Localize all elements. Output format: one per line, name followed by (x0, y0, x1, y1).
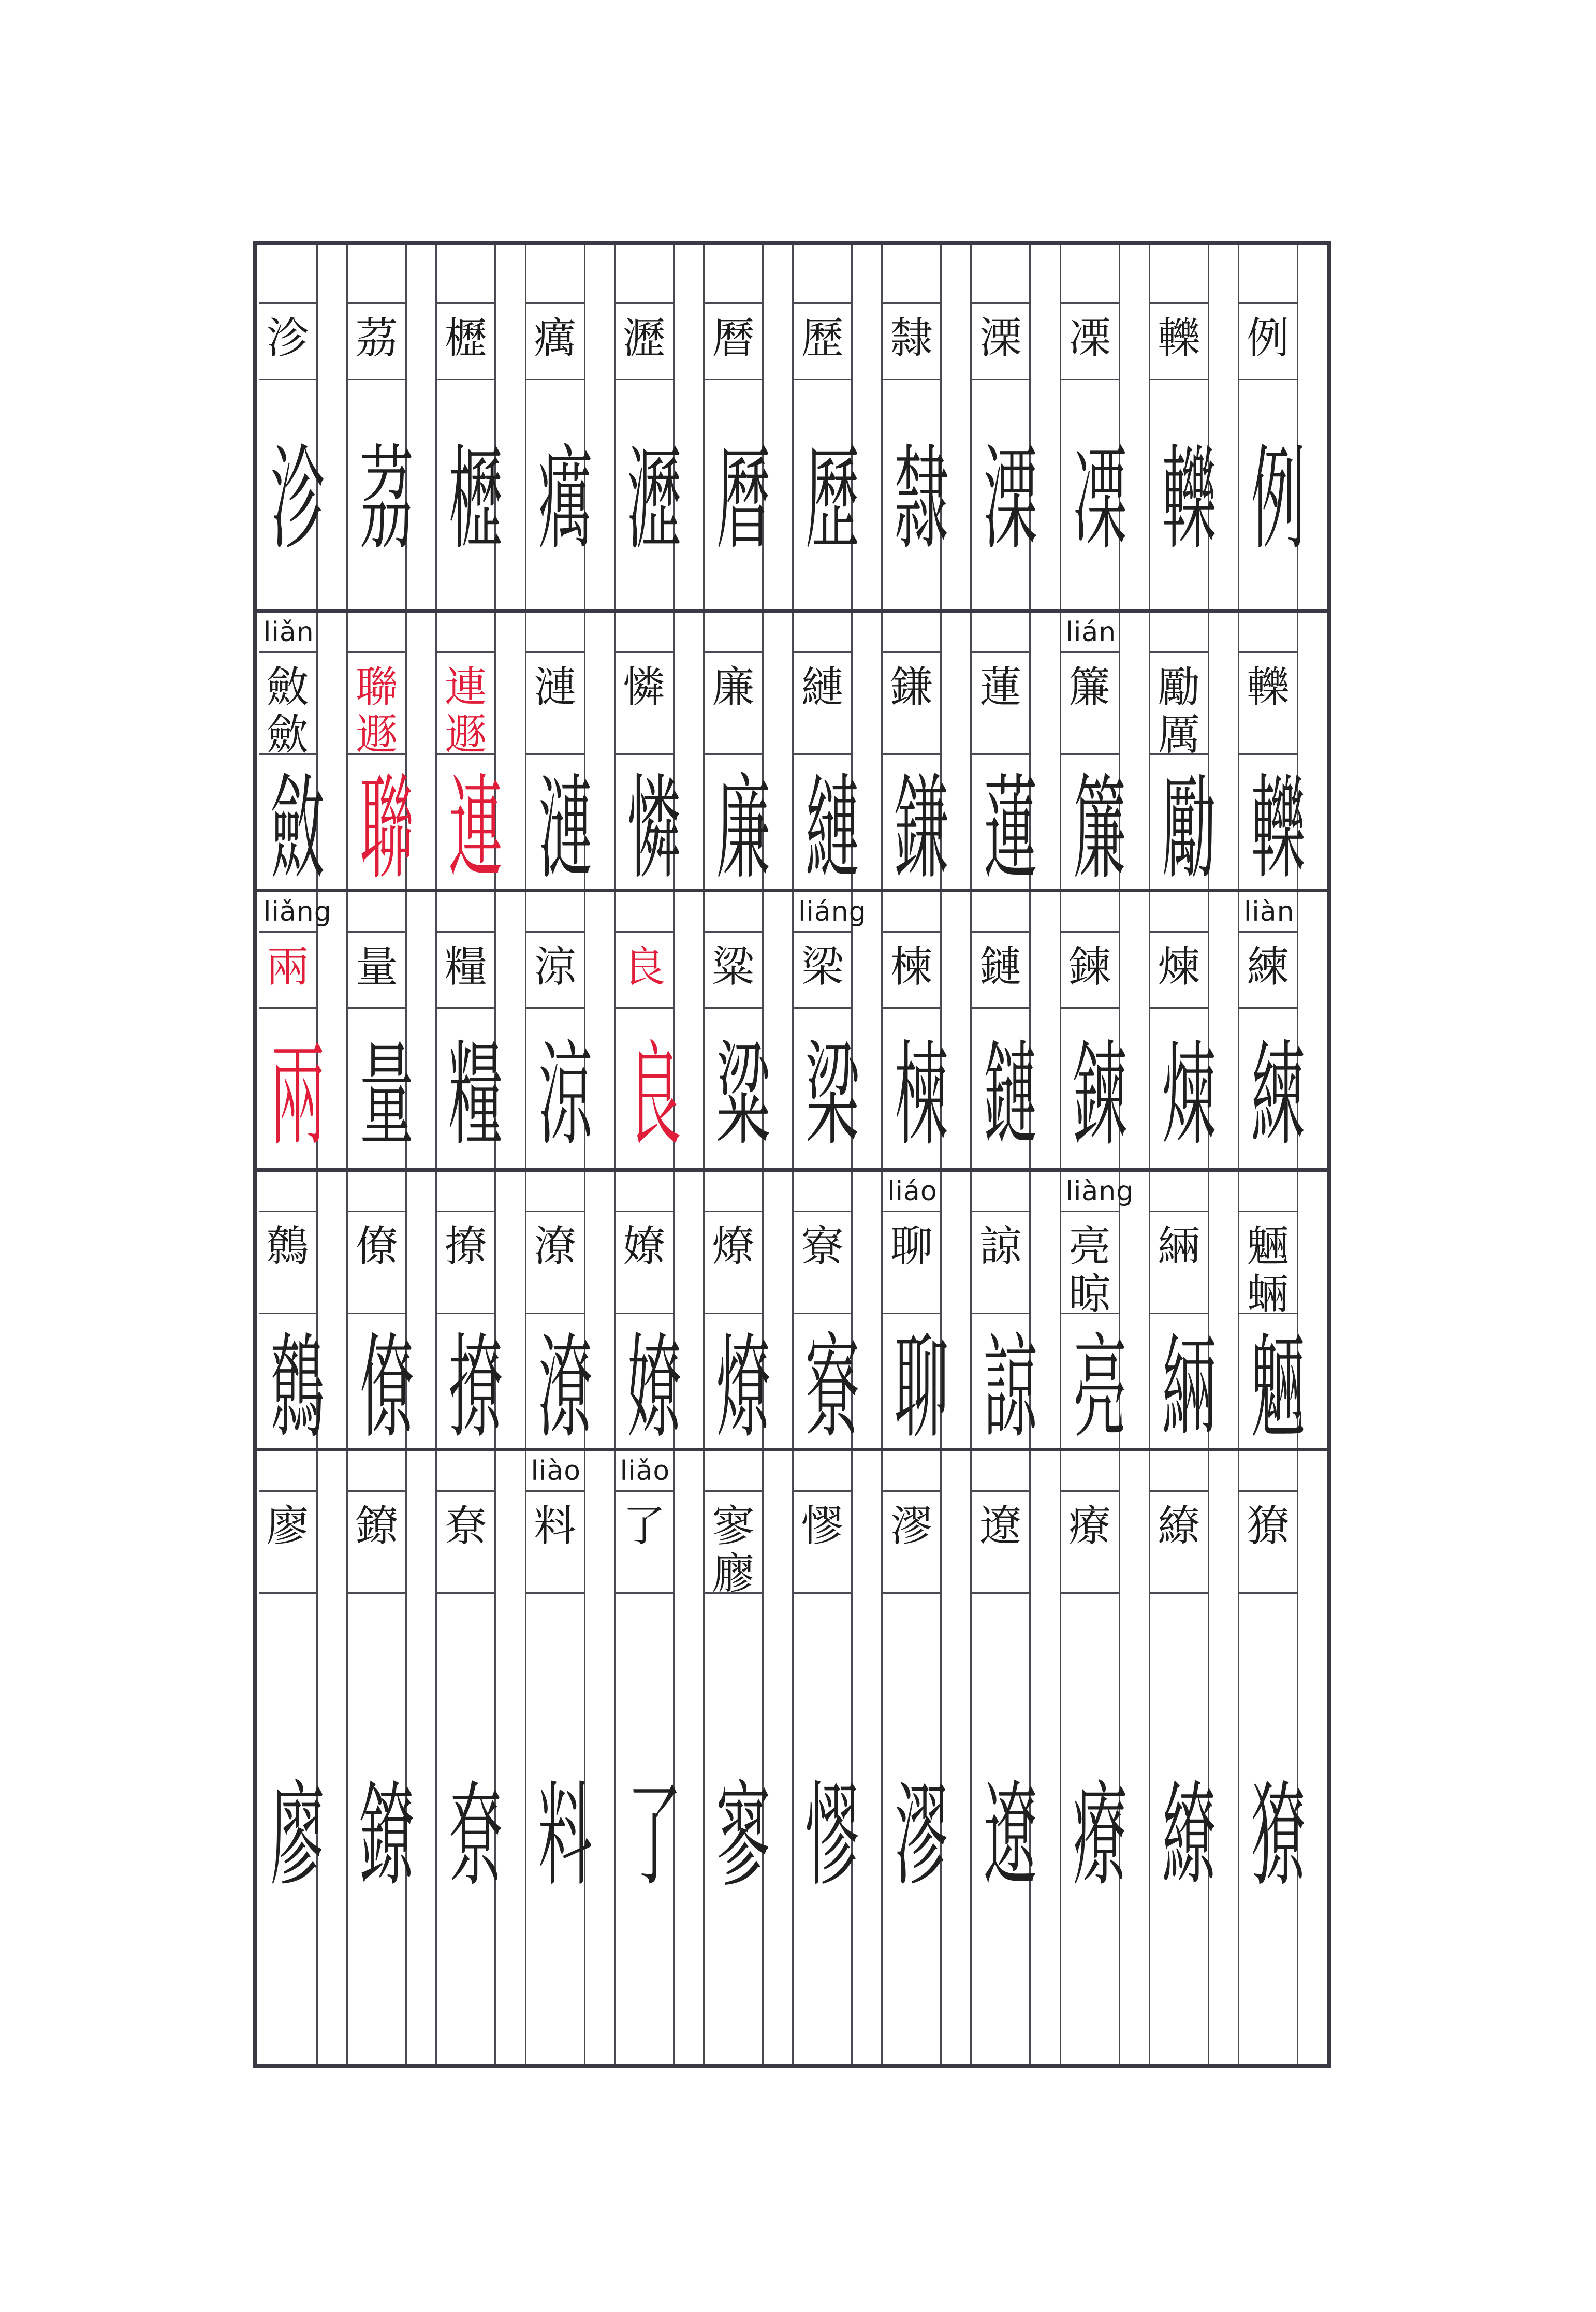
seal-script-glyph: 良 (627, 1029, 681, 1161)
character-column (614, 892, 703, 1168)
seal-script-glyph: 漣 (538, 763, 592, 895)
seal-script-glyph: 轢 (1162, 433, 1216, 565)
modern-char-box (259, 302, 316, 380)
modern-character: 曆 (712, 314, 755, 363)
guide-strip (940, 1451, 970, 2064)
modern-character: 兩 (266, 942, 309, 992)
character-column (257, 892, 346, 1168)
modern-char-box (437, 931, 494, 1009)
modern-char-box (437, 651, 494, 760)
guide-strip (1297, 1451, 1327, 2064)
modern-character: 鍊 (1068, 942, 1111, 992)
seal-script-glyph: 楝 (894, 1029, 949, 1161)
character-column (792, 245, 881, 609)
seal-script-glyph: 尞 (449, 1770, 503, 1902)
modern-character: 梁 (801, 942, 844, 992)
modern-character: 楝 (890, 942, 933, 992)
pinyin-label: liǎng (263, 896, 332, 927)
seal-script-glyph: 聯 (359, 763, 414, 895)
modern-char-box (883, 1211, 940, 1314)
seal-script-glyph: 茘 (359, 433, 414, 565)
modern-char-box (972, 651, 1029, 755)
table-row (257, 889, 1327, 1168)
seal-script-glyph: 鍊 (1073, 1029, 1127, 1161)
modern-character: 斂 (266, 663, 309, 712)
seal-script-glyph: 潦 (538, 1322, 592, 1454)
guide-strip (1119, 1451, 1149, 2064)
character-column (881, 245, 970, 609)
modern-character: 涼 (534, 942, 577, 992)
seal-script-glyph: 涼 (538, 1029, 592, 1161)
seal-script-glyph: 療 (1073, 1770, 1127, 1902)
character-column (346, 1172, 435, 1454)
table-row (257, 609, 1327, 895)
seal-script-glyph: 轢 (1251, 763, 1306, 895)
seal-script-glyph: 憐 (627, 763, 681, 895)
table-row (257, 245, 1327, 609)
seal-script-glyph: 例 (1251, 433, 1306, 565)
modern-character: 歛 (266, 710, 309, 760)
guide-strip (1029, 1451, 1059, 2064)
character-column (1238, 245, 1327, 609)
seal-script-glyph: 煉 (1162, 1029, 1216, 1161)
character-column (614, 245, 703, 609)
seal-script-glyph: 蓮 (984, 763, 1038, 895)
modern-character: 溧 (979, 314, 1022, 363)
character-column (970, 613, 1059, 895)
character-column (346, 245, 435, 609)
modern-character: 轢 (1247, 663, 1290, 712)
seal-script-glyph: 簾 (1073, 763, 1127, 895)
seal-script-glyph: 曆 (716, 433, 771, 565)
table-row (257, 1168, 1327, 1454)
seal-script-glyph: 嫽 (627, 1322, 681, 1454)
modern-char-box (616, 931, 673, 1009)
character-column (435, 892, 524, 1168)
seal-script-glyph: 緉 (1162, 1322, 1216, 1454)
modern-char-box (526, 931, 584, 1009)
pinyin-label: liáng (798, 896, 867, 927)
character-column (970, 892, 1059, 1168)
modern-character: 魎 (1247, 1222, 1290, 1271)
character-column (257, 245, 346, 609)
character-column (792, 892, 881, 1168)
seal-script-glyph: 隸 (894, 433, 949, 565)
seal-script-glyph: 料 (538, 1770, 592, 1902)
seal-script-glyph: 燎 (716, 1322, 771, 1454)
character-column (1149, 613, 1238, 895)
seal-script-glyph: 諒 (984, 1322, 1038, 1454)
modern-character: 繚 (1158, 1502, 1200, 1551)
modern-character: 廖 (266, 1502, 309, 1551)
character-column (435, 1172, 524, 1454)
seal-script-glyph: 鷯 (270, 1322, 325, 1454)
modern-character: 櫪 (444, 314, 487, 363)
modern-character: 憀 (801, 1502, 844, 1551)
modern-char-box (348, 1211, 405, 1314)
character-column (881, 1451, 970, 2064)
seal-script-glyph: 縺 (805, 763, 860, 895)
column-divider (525, 245, 526, 609)
modern-character: 寮 (801, 1222, 844, 1271)
character-column (346, 892, 435, 1168)
modern-character: 漣 (534, 663, 577, 712)
character-column (614, 1451, 703, 2064)
character-column (970, 1451, 1059, 2064)
modern-char-box (437, 302, 494, 380)
character-table (253, 241, 1331, 2068)
seal-script-glyph: 癘 (538, 433, 592, 565)
modern-character: 潦 (534, 1222, 577, 1271)
pinyin-label: liào (531, 1456, 581, 1487)
modern-character: 遯 (444, 710, 487, 760)
guide-strip (851, 1451, 881, 2064)
character-column (614, 1172, 703, 1454)
character-column (703, 245, 792, 609)
modern-character: 糧 (444, 942, 487, 992)
modern-character: 簾 (1068, 663, 1111, 712)
modern-char-box (259, 1490, 316, 1594)
character-column (435, 1451, 524, 2064)
character-column (346, 613, 435, 895)
modern-char-box (616, 1490, 673, 1594)
modern-char-box (972, 1490, 1029, 1594)
column-divider (1238, 245, 1239, 609)
seal-script-glyph: 魎 (1251, 1322, 1306, 1454)
modern-char-box (259, 1211, 316, 1314)
modern-char-box (705, 1490, 762, 1598)
modern-character: 沴 (266, 314, 309, 363)
character-column (703, 1451, 792, 2064)
modern-char-box (348, 302, 405, 380)
character-column (525, 892, 614, 1168)
modern-char-box (705, 1211, 762, 1314)
modern-character: 隸 (890, 314, 933, 363)
column-divider (346, 245, 348, 609)
seal-script-glyph: 廖 (270, 1770, 325, 1902)
modern-character: 廫 (712, 1549, 755, 1598)
pinyin-label: liàng (1065, 1176, 1134, 1207)
modern-character: 凓 (1068, 314, 1111, 363)
guide-strip (405, 1451, 435, 2064)
character-column (1149, 1451, 1238, 2064)
modern-character: 漻 (890, 1502, 933, 1551)
modern-character: 寥 (712, 1502, 755, 1551)
guide-strip (1208, 1451, 1238, 2064)
modern-char-box (348, 931, 405, 1009)
modern-char-box (794, 302, 851, 380)
modern-char-box (1150, 302, 1208, 380)
seal-script-glyph: 漻 (894, 1770, 949, 1902)
seal-script-glyph: 量 (359, 1029, 414, 1161)
table-row (257, 1448, 1327, 2064)
guide-strip (762, 1451, 792, 2064)
modern-character: 了 (623, 1502, 666, 1551)
character-column (703, 613, 792, 895)
modern-char-box (883, 302, 940, 380)
modern-character: 連 (444, 663, 487, 712)
modern-character: 緉 (1158, 1222, 1200, 1271)
seal-script-glyph: 凓 (1073, 433, 1127, 565)
seal-script-glyph: 憀 (805, 1770, 860, 1902)
seal-script-glyph: 兩 (270, 1029, 325, 1161)
modern-char-box (883, 931, 940, 1009)
pinyin-label: liàn (1243, 896, 1295, 927)
modern-character: 鷯 (266, 1222, 309, 1271)
character-column (1060, 1172, 1149, 1454)
modern-character: 茘 (355, 314, 398, 363)
character-column (881, 613, 970, 895)
modern-character: 獠 (1247, 1502, 1290, 1551)
character-column (1238, 1451, 1327, 2064)
pinyin-label: liǎn (263, 617, 314, 648)
modern-character: 晾 (1068, 1270, 1111, 1319)
modern-character: 轢 (1158, 314, 1200, 363)
modern-char-box (1061, 1490, 1119, 1594)
modern-character: 料 (534, 1502, 577, 1551)
modern-char-box (526, 1490, 584, 1594)
seal-script-glyph: 廉 (716, 763, 771, 895)
modern-char-box (883, 1490, 940, 1594)
character-column (257, 1172, 346, 1454)
character-column (1060, 245, 1149, 609)
modern-character: 鎌 (890, 663, 933, 712)
character-column (970, 1172, 1059, 1454)
character-column (1238, 1172, 1327, 1454)
modern-char-box (1061, 931, 1119, 1009)
modern-char-box (616, 651, 673, 755)
modern-char-box (1061, 302, 1119, 380)
character-column (703, 892, 792, 1168)
modern-character: 尞 (444, 1502, 487, 1551)
modern-char-box (526, 302, 584, 380)
character-column (525, 613, 614, 895)
seal-script-glyph: 僚 (359, 1322, 414, 1454)
modern-character: 瀝 (623, 314, 666, 363)
seal-script-glyph: 鏈 (984, 1029, 1038, 1161)
character-column (435, 613, 524, 895)
modern-character: 煉 (1158, 942, 1200, 992)
modern-char-box (1061, 651, 1119, 755)
modern-character: 練 (1247, 942, 1290, 992)
modern-char-box (1150, 651, 1208, 760)
character-column (1149, 1172, 1238, 1454)
modern-character: 遼 (979, 1502, 1022, 1551)
modern-char-box (437, 1490, 494, 1594)
modern-character: 聊 (890, 1222, 933, 1271)
modern-character: 蜽 (1247, 1270, 1290, 1319)
modern-character: 撩 (444, 1222, 487, 1271)
modern-char-box (794, 931, 851, 1009)
modern-char-box (794, 1490, 851, 1594)
modern-char-box (259, 651, 316, 760)
modern-char-box (1239, 651, 1297, 755)
seal-script-glyph: 櫪 (449, 433, 503, 565)
modern-character: 僚 (355, 1222, 398, 1271)
character-column (792, 613, 881, 895)
seal-script-glyph: 聊 (894, 1322, 949, 1454)
seal-script-glyph: 歷 (805, 433, 860, 565)
modern-char-box (526, 1211, 584, 1314)
guide-strip (584, 1451, 614, 2064)
modern-character: 燎 (712, 1222, 755, 1271)
modern-char-box (883, 651, 940, 755)
character-column (1060, 613, 1149, 895)
column-divider (970, 245, 972, 609)
modern-character: 諒 (979, 1222, 1022, 1271)
seal-script-glyph: 亮 (1073, 1322, 1127, 1454)
modern-character: 量 (355, 942, 398, 992)
modern-character: 粱 (712, 942, 755, 992)
modern-char-box (794, 1211, 851, 1314)
modern-character: 癘 (534, 314, 577, 363)
modern-char-box (705, 651, 762, 755)
modern-character: 勵 (1158, 663, 1200, 712)
seal-script-glyph: 練 (1251, 1029, 1306, 1161)
modern-char-box (794, 651, 851, 755)
seal-script-glyph: 寮 (805, 1322, 860, 1454)
seal-script-glyph: 瀝 (627, 433, 681, 565)
modern-character: 鏈 (979, 942, 1022, 992)
modern-char-box (1239, 1211, 1297, 1319)
character-column (346, 1451, 435, 2064)
modern-char-box (616, 302, 673, 380)
modern-char-box (348, 1490, 405, 1594)
modern-character: 縺 (801, 663, 844, 712)
modern-char-box (705, 302, 762, 380)
character-column (970, 245, 1059, 609)
modern-char-box (1239, 1490, 1297, 1594)
seal-script-glyph: 繚 (1162, 1770, 1216, 1902)
modern-char-box (972, 931, 1029, 1009)
modern-char-box (705, 931, 762, 1009)
character-column (1238, 892, 1327, 1168)
modern-char-box (1150, 931, 1208, 1009)
seal-script-glyph: 糧 (449, 1029, 503, 1161)
seal-script-glyph: 斂 (270, 763, 325, 895)
column-divider (1060, 245, 1061, 609)
seal-script-glyph: 沴 (270, 433, 325, 565)
modern-character: 廉 (712, 663, 755, 712)
modern-character: 療 (1068, 1502, 1111, 1551)
character-column (792, 1451, 881, 2064)
guide-strip (494, 1451, 524, 2064)
character-column (703, 1172, 792, 1454)
modern-character: 例 (1247, 314, 1290, 363)
seal-script-glyph: 鐐 (359, 1770, 414, 1902)
character-column (792, 1172, 881, 1454)
seal-script-glyph: 寥 (716, 1770, 771, 1902)
character-column (525, 1172, 614, 1454)
character-column (257, 613, 346, 895)
modern-character: 亮 (1068, 1222, 1111, 1271)
guide-strip (673, 1451, 703, 2064)
modern-char-box (437, 1211, 494, 1314)
character-column (257, 1451, 346, 2064)
column-divider (881, 245, 883, 609)
character-column (881, 892, 970, 1168)
character-column (1238, 613, 1327, 895)
character-column (1149, 245, 1238, 609)
seal-script-glyph: 粱 (716, 1029, 771, 1161)
character-column (614, 613, 703, 895)
pinyin-label: lián (1065, 617, 1117, 648)
seal-script-glyph: 了 (627, 1770, 681, 1902)
character-column (525, 1451, 614, 2064)
modern-char-box (1239, 302, 1297, 380)
modern-character: 憐 (623, 663, 666, 712)
column-divider (1149, 245, 1150, 609)
modern-char-box (1150, 1490, 1208, 1594)
seal-script-glyph: 鎌 (894, 763, 949, 895)
modern-char-box (972, 1211, 1029, 1314)
column-divider (792, 245, 794, 609)
modern-character: 良 (623, 942, 666, 992)
character-column (435, 245, 524, 609)
character-column (525, 245, 614, 609)
modern-char-box (348, 651, 405, 760)
column-divider (435, 245, 437, 609)
modern-char-box (1061, 1211, 1119, 1319)
character-column (1060, 892, 1149, 1168)
column-divider (703, 245, 705, 609)
seal-script-glyph: 遼 (984, 1770, 1038, 1902)
modern-character: 厲 (1158, 710, 1200, 760)
modern-char-box (616, 1211, 673, 1314)
column-divider (614, 245, 616, 609)
character-column (1149, 892, 1238, 1168)
modern-character: 遯 (355, 710, 398, 760)
guide-strip (316, 1451, 346, 2064)
modern-character: 嫽 (623, 1222, 666, 1271)
seal-script-glyph: 勵 (1162, 763, 1216, 895)
character-column (1060, 1451, 1149, 2064)
pinyin-label: liáo (887, 1176, 938, 1207)
modern-char-box (526, 651, 584, 755)
character-column (881, 1172, 970, 1454)
seal-script-glyph: 溧 (984, 433, 1038, 565)
seal-script-glyph: 連 (449, 763, 503, 895)
modern-char-box (972, 302, 1029, 380)
seal-script-glyph: 撩 (449, 1322, 503, 1454)
seal-script-glyph: 梁 (805, 1029, 860, 1161)
modern-character: 歷 (801, 314, 844, 363)
pinyin-label: liǎo (620, 1456, 670, 1487)
modern-character: 聯 (355, 663, 398, 712)
modern-character: 蓮 (979, 663, 1022, 712)
modern-character: 鐐 (355, 1502, 398, 1551)
modern-char-box (1150, 1211, 1208, 1314)
seal-script-glyph: 獠 (1251, 1770, 1306, 1902)
modern-char-box (259, 931, 316, 1009)
modern-char-box (1239, 931, 1297, 1009)
